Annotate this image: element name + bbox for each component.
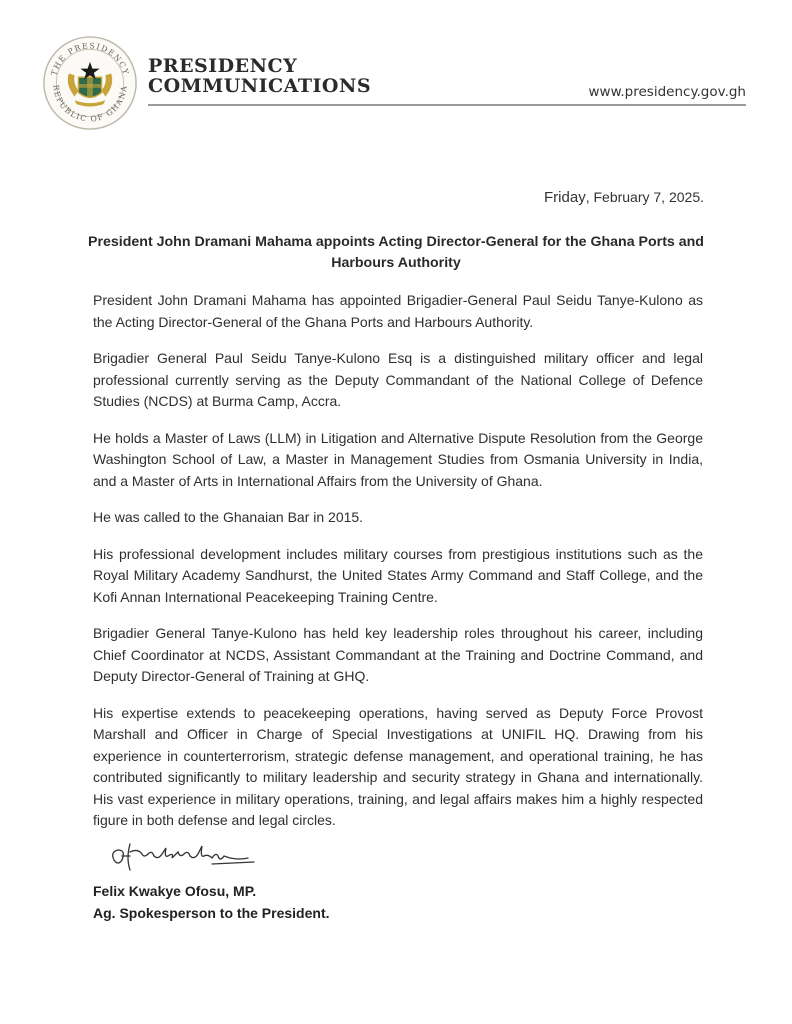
brand-wordmark (148, 56, 371, 96)
website-link[interactable]: www.presidency.gov.gh (588, 84, 746, 100)
signoff-block (93, 880, 330, 924)
paragraph: He was called to the Ghanaian Bar in 2015. (93, 509, 364, 525)
signature-icon (108, 838, 258, 878)
press-release-title: President John Dramani Mahama appoints Acting Director-General for the Ghana Ports and Harbours Authority (88, 234, 704, 271)
release-date (544, 189, 704, 206)
release-date-text: , February 7, 2025. (585, 189, 704, 205)
release-day: Friday (544, 189, 586, 206)
letterhead (0, 0, 792, 150)
brand-line-2: COMMUNICATIONS (148, 75, 372, 97)
press-release-body (93, 290, 703, 847)
presidency-seal-icon (42, 35, 138, 131)
svg-text:THE PRESIDENCY: THE PRESIDENCY (49, 41, 131, 77)
paragraph: President John Dramani Mahama has appointed Brigadier-General Paul Seidu Tanye-Kulono as the Acting Director-General of the Ghana Ports and Harbours Authority. (93, 292, 703, 330)
paragraph: Brigadier General Paul Seidu Tanye-Kulono Esq is a distinguished military officer and legal professional currently serving as the Deputy Commandant of the National College of Defence Studies (NCDS) at Burma Camp, Accra. (93, 350, 703, 409)
svg-text:REPUBLIC OF GHANA: REPUBLIC OF GHANA (51, 84, 129, 124)
paragraph: Brigadier General Tanye-Kulono has held key leadership roles throughout his career, including Chief Coordinator at NCDS, Assistant Commandant at the Training and Doctrine Command, and Deputy Director-General of Training at GHQ. (93, 625, 703, 684)
paragraph: His professional development includes military courses from prestigious institutions such as the Royal Military Academy Sandhurst, the United States Army Command and Staff College, and the Kofi Annan International Peacekeeping Training Centre. (93, 545, 703, 605)
brand-line-1: PRESIDENCY (148, 55, 298, 77)
paragraph: His expertise extends to peacekeeping operations, having served as Deputy Force Provost Marshall and Officer in Charge of Special Investigations at UNIFIL HQ. Drawing from his experience in counterterrorism, strategic defense management, and operational training, he has contributed significantly to military leadership and security strategy in Ghana and internationally. His vast experience in military operations, training, and legal affairs makes him a highly respected figure in both defense and legal circles. (93, 704, 703, 828)
paragraph: He holds a Master of Laws (LLM) in Litigation and Alternative Dispute Resolution from the George Washington School of Law, a Master in Management Studies from Osmania University in India, and a Master of Arts in International Affairs from the University of Ghana. (93, 429, 703, 489)
signatory-name: Felix Kwakye Ofosu, MP. (93, 883, 257, 899)
signatory-role: Ag. Spokesperson to the President. (93, 905, 330, 921)
header-divider (148, 104, 746, 106)
